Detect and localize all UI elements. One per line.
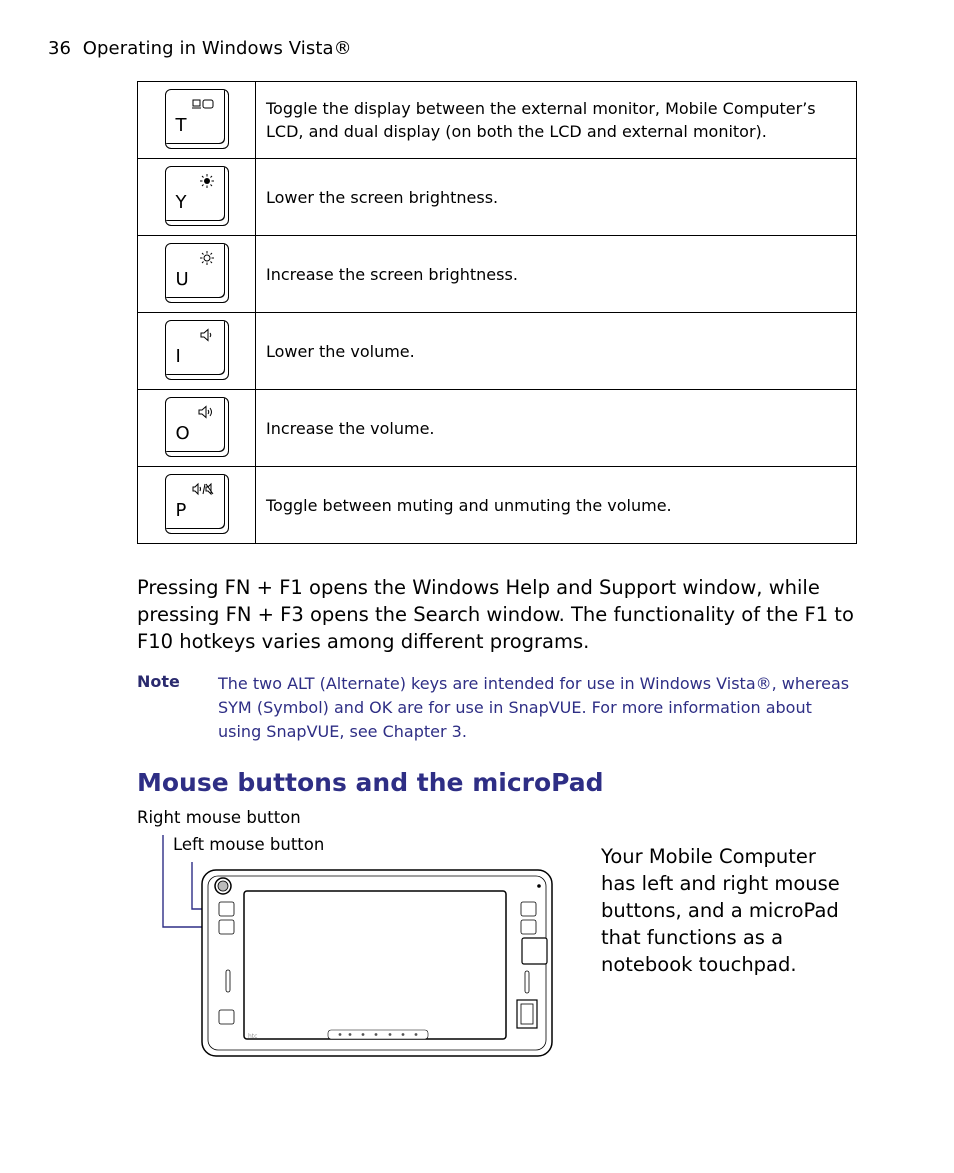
mute-toggle-icon <box>192 481 214 500</box>
key-letter: Y <box>175 192 187 213</box>
table-row <box>138 159 857 236</box>
left-mouse-button-label: Left mouse button <box>173 835 325 854</box>
hotkey-description: Toggle the display between the external monitor, Mobile Computer’s LCD, and dual display (on both the LCD and external monitor). <box>256 82 857 159</box>
note-text: The two ALT (Alternate) keys are intended for use in Windows Vista®, whereas SYM (Symbol) and OK are for use in SnapVUE. For more information about using SnapVUE, see Chapter 3. <box>218 674 850 741</box>
table-row <box>138 313 857 390</box>
device-illustration <box>150 830 560 1065</box>
left-mouse-button <box>219 902 234 916</box>
key-u <box>165 243 229 303</box>
key-letter: O <box>175 423 190 444</box>
key-t <box>165 89 229 149</box>
key-p <box>165 474 229 534</box>
display-toggle-icon <box>192 96 214 115</box>
key-letter: I <box>175 346 181 367</box>
body-paragraph: Pressing FN + F1 opens the Windows Help and Support window, while pressing FN + F3 opens the Search window. The functionality of the F1 to F10 hotkeys varies among different programs. <box>137 576 854 653</box>
page-header <box>48 38 352 59</box>
hotkey-description: Lower the screen brightness. <box>256 159 857 236</box>
right-mouse-button-label: Right mouse button <box>137 808 301 827</box>
status-indicator-strip <box>328 1030 428 1039</box>
table-row <box>138 236 857 313</box>
right-mouse-button <box>219 920 234 934</box>
side-description: Your Mobile Computer has left and right mouse buttons, and a microPad that functions as a notebook touchpad. <box>601 845 840 976</box>
key-o <box>165 397 229 457</box>
table-row <box>138 82 857 159</box>
brightness-up-icon <box>200 250 214 269</box>
htc-logo: htc <box>248 1033 258 1040</box>
brightness-down-icon <box>200 173 214 192</box>
volume-up-icon <box>198 404 214 423</box>
key-y <box>165 166 229 226</box>
key-letter: U <box>175 269 189 290</box>
key-letter: T <box>175 115 187 136</box>
hotkey-description: Increase the volume. <box>256 390 857 467</box>
table-row <box>138 390 857 467</box>
page-number: 36 <box>48 38 72 59</box>
hotkey-description: Lower the volume. <box>256 313 857 390</box>
chapter-title: Operating in Windows Vista® <box>82 38 352 59</box>
hotkey-table <box>137 81 857 544</box>
hotkey-description: Toggle between muting and unmuting the volume. <box>256 467 857 544</box>
volume-down-icon <box>200 327 214 346</box>
section-title: Mouse buttons and the microPad <box>137 768 604 797</box>
hotkey-description: Increase the screen brightness. <box>256 236 857 313</box>
key-i <box>165 320 229 380</box>
table-row <box>138 467 857 544</box>
micropad <box>522 938 547 964</box>
key-letter: P <box>175 500 187 521</box>
note-label: Note <box>137 672 180 691</box>
device-screen <box>244 891 506 1039</box>
